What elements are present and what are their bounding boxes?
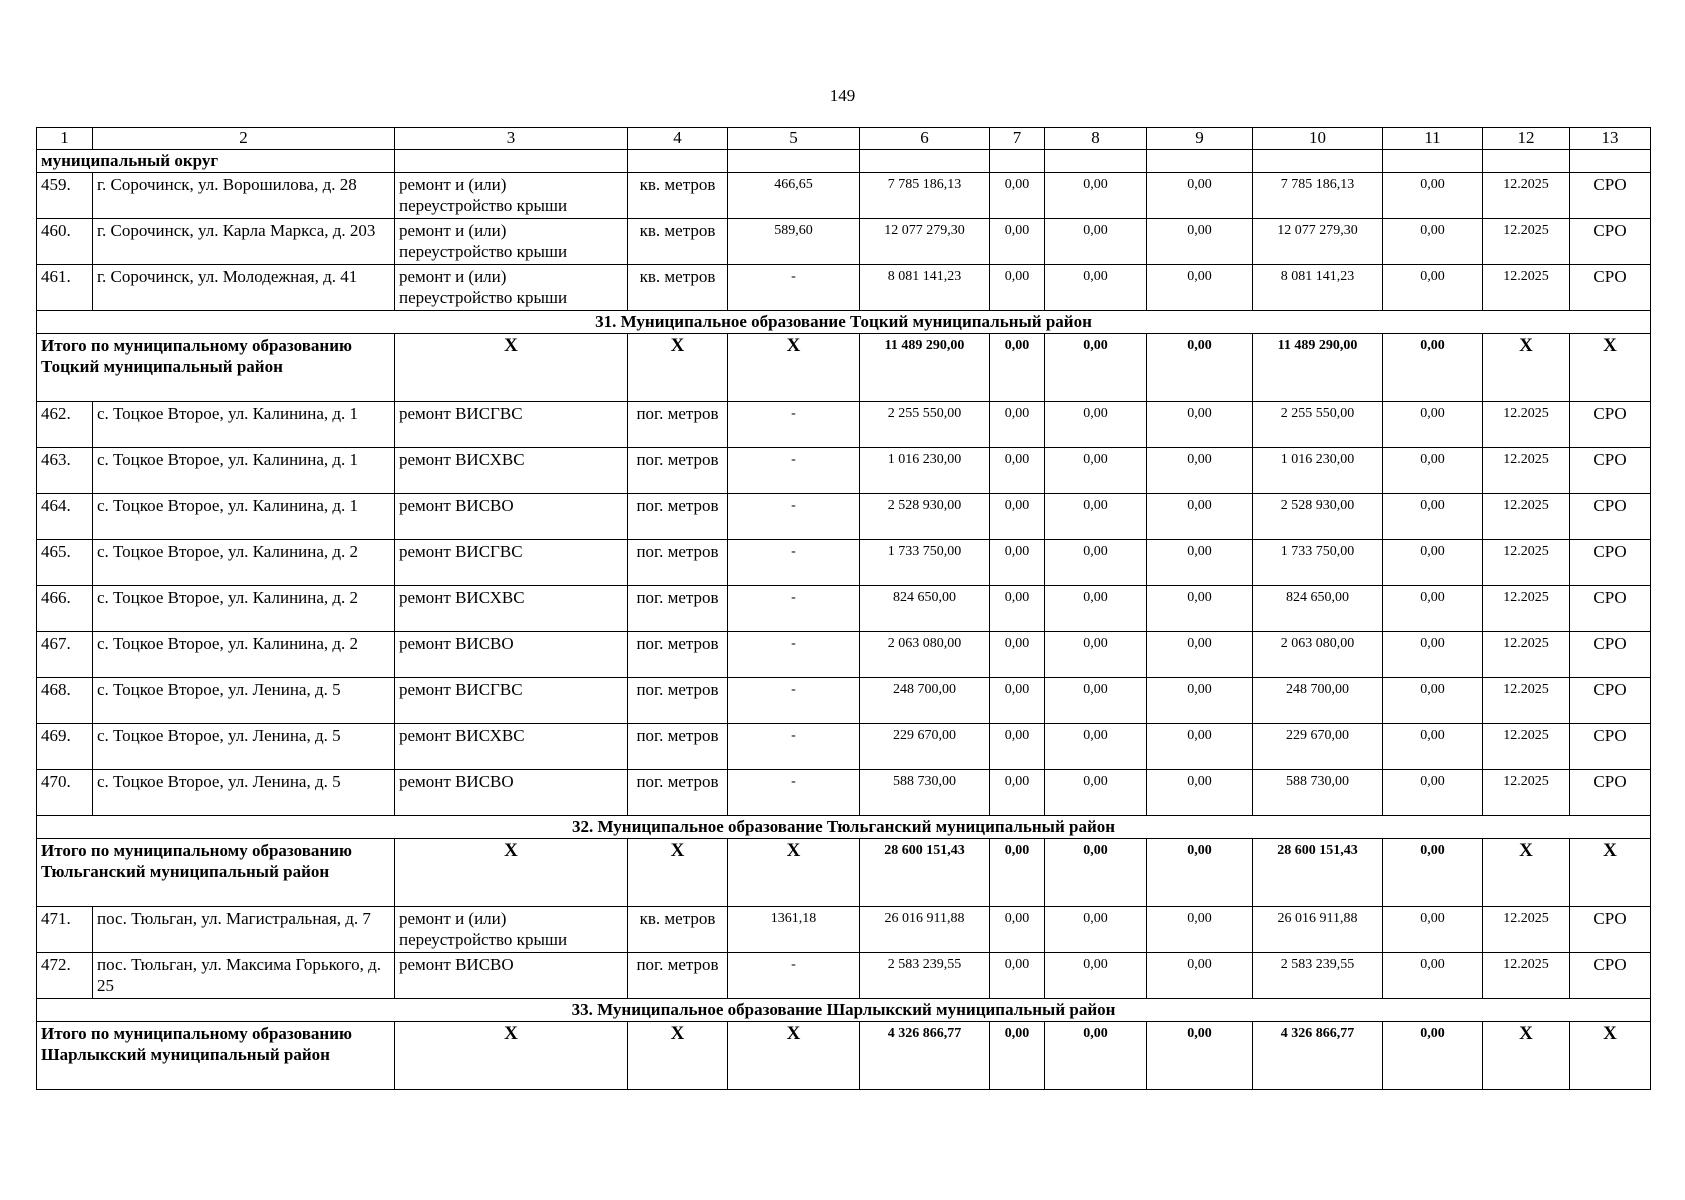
total-cost-cell: 2 255 550,00 xyxy=(860,402,990,448)
col11-cell: 0,00 xyxy=(1383,724,1483,770)
executor-cell: СРО xyxy=(1570,265,1651,311)
col11-cell: 0,00 xyxy=(1383,540,1483,586)
quantity-cell: - xyxy=(728,678,860,724)
x-mark: Х xyxy=(1483,334,1570,402)
col7-cell: 0,00 xyxy=(990,1022,1045,1090)
executor-cell: СРО xyxy=(1570,402,1651,448)
table-row xyxy=(37,632,1651,678)
total-cost-cell: 1 016 230,00 xyxy=(860,448,990,494)
date-cell: 12.2025 xyxy=(1483,219,1570,265)
unit-cell: пог. метров xyxy=(628,724,728,770)
address-cell: с. Тоцкое Второе, ул. Калинина, д. 2 xyxy=(93,632,395,678)
row-number: 467. xyxy=(37,632,93,678)
unit-cell: пог. метров xyxy=(628,402,728,448)
quantity-cell: 589,60 xyxy=(728,219,860,265)
x-mark: Х xyxy=(628,1022,728,1090)
x-mark: Х xyxy=(1570,839,1651,907)
section-title: 32. Муниципальное образование Тюльганский муниципальный район xyxy=(37,816,1651,839)
quantity-cell: - xyxy=(728,402,860,448)
row-number: 459. xyxy=(37,173,93,219)
row-number: 465. xyxy=(37,540,93,586)
work-type-cell: ремонт и (или) переустройство крыши xyxy=(395,173,628,219)
col11-cell: 0,00 xyxy=(1383,1022,1483,1090)
column-number-2: 2 xyxy=(93,128,395,150)
col10-cell: 12 077 279,30 xyxy=(1253,219,1383,265)
executor-cell: СРО xyxy=(1570,219,1651,265)
work-type-cell: ремонт и (или) переустройство крыши xyxy=(395,907,628,953)
unit-cell: кв. метров xyxy=(628,265,728,311)
quantity-cell: - xyxy=(728,953,860,999)
total-cost-cell: 229 670,00 xyxy=(860,724,990,770)
table-row xyxy=(37,770,1651,816)
col8-cell: 0,00 xyxy=(1045,770,1147,816)
col8-cell: 0,00 xyxy=(1045,540,1147,586)
col11-cell: 0,00 xyxy=(1383,839,1483,907)
col8-cell: 0,00 xyxy=(1045,1022,1147,1090)
row-number: 466. xyxy=(37,586,93,632)
x-mark: Х xyxy=(628,839,728,907)
col11-cell: 0,00 xyxy=(1383,770,1483,816)
table-row xyxy=(37,953,1651,999)
row-number: 463. xyxy=(37,448,93,494)
work-type-cell: ремонт и (или) переустройство крыши xyxy=(395,265,628,311)
table-row xyxy=(37,678,1651,724)
unit-cell: пог. метров xyxy=(628,494,728,540)
continuation-label: муниципальный округ xyxy=(37,150,395,173)
quantity-cell: 466,65 xyxy=(728,173,860,219)
address-cell: с. Тоцкое Второе, ул. Ленина, д. 5 xyxy=(93,724,395,770)
address-cell: г. Сорочинск, ул. Карла Маркса, д. 203 xyxy=(93,219,395,265)
date-cell: 12.2025 xyxy=(1483,265,1570,311)
quantity-cell: - xyxy=(728,540,860,586)
address-cell: с. Тоцкое Второе, ул. Ленина, д. 5 xyxy=(93,678,395,724)
unit-cell: кв. метров xyxy=(628,173,728,219)
date-cell: 12.2025 xyxy=(1483,632,1570,678)
col8-cell: 0,00 xyxy=(1045,334,1147,402)
col8-cell: 0,00 xyxy=(1045,724,1147,770)
row-number: 461. xyxy=(37,265,93,311)
col9-cell: 0,00 xyxy=(1147,678,1253,724)
section-total-cost: 11 489 290,00 xyxy=(860,334,990,402)
col10-cell: 248 700,00 xyxy=(1253,678,1383,724)
section-header-row xyxy=(37,311,1651,334)
table-row xyxy=(37,907,1651,953)
total-cost-cell: 2 583 239,55 xyxy=(860,953,990,999)
col11-cell: 0,00 xyxy=(1383,265,1483,311)
col9-cell: 0,00 xyxy=(1147,907,1253,953)
quantity-cell: 1361,18 xyxy=(728,907,860,953)
column-number-9: 9 xyxy=(1147,128,1253,150)
total-cost-cell: 2 063 080,00 xyxy=(860,632,990,678)
col7-cell: 0,00 xyxy=(990,953,1045,999)
quantity-cell: - xyxy=(728,494,860,540)
unit-cell: пог. метров xyxy=(628,953,728,999)
quantity-cell: - xyxy=(728,448,860,494)
total-cost-cell: 8 081 141,23 xyxy=(860,265,990,311)
executor-cell: СРО xyxy=(1570,770,1651,816)
table-row xyxy=(37,494,1651,540)
x-mark: Х xyxy=(395,839,628,907)
col11-cell: 0,00 xyxy=(1383,494,1483,540)
col10-cell: 11 489 290,00 xyxy=(1253,334,1383,402)
column-number-10: 10 xyxy=(1253,128,1383,150)
column-number-5: 5 xyxy=(728,128,860,150)
section-total-row xyxy=(37,1022,1651,1090)
col11-cell: 0,00 xyxy=(1383,907,1483,953)
address-cell: с. Тоцкое Второе, ул. Калинина, д. 2 xyxy=(93,540,395,586)
column-number-4: 4 xyxy=(628,128,728,150)
work-type-cell: ремонт ВИСХВС xyxy=(395,448,628,494)
col9-cell: 0,00 xyxy=(1147,448,1253,494)
address-cell: г. Сорочинск, ул. Молодежная, д. 41 xyxy=(93,265,395,311)
address-cell: пос. Тюльган, ул. Магистральная, д. 7 xyxy=(93,907,395,953)
section-total-cost: 28 600 151,43 xyxy=(860,839,990,907)
date-cell: 12.2025 xyxy=(1483,173,1570,219)
col9-cell: 0,00 xyxy=(1147,265,1253,311)
col7-cell: 0,00 xyxy=(990,219,1045,265)
address-cell: с. Тоцкое Второе, ул. Ленина, д. 5 xyxy=(93,770,395,816)
col7-cell: 0,00 xyxy=(990,770,1045,816)
section-total-row xyxy=(37,334,1651,402)
executor-cell: СРО xyxy=(1570,632,1651,678)
date-cell: 12.2025 xyxy=(1483,448,1570,494)
col9-cell: 0,00 xyxy=(1147,770,1253,816)
col8-cell: 0,00 xyxy=(1045,219,1147,265)
unit-cell: пог. метров xyxy=(628,770,728,816)
total-cost-cell: 26 016 911,88 xyxy=(860,907,990,953)
col8-cell: 0,00 xyxy=(1045,494,1147,540)
total-cost-cell: 7 785 186,13 xyxy=(860,173,990,219)
col10-cell: 28 600 151,43 xyxy=(1253,839,1383,907)
table-row xyxy=(37,265,1651,311)
x-mark: Х xyxy=(1483,1022,1570,1090)
section-title: 33. Муниципальное образование Шарлыкский муниципальный район xyxy=(37,999,1651,1022)
col8-cell: 0,00 xyxy=(1045,173,1147,219)
col10-cell: 2 255 550,00 xyxy=(1253,402,1383,448)
unit-cell: кв. метров xyxy=(628,907,728,953)
date-cell: 12.2025 xyxy=(1483,402,1570,448)
col9-cell: 0,00 xyxy=(1147,586,1253,632)
col7-cell: 0,00 xyxy=(990,402,1045,448)
work-type-cell: ремонт ВИСХВС xyxy=(395,586,628,632)
col11-cell: 0,00 xyxy=(1383,448,1483,494)
col11-cell: 0,00 xyxy=(1383,219,1483,265)
row-number: 472. xyxy=(37,953,93,999)
row-number: 464. xyxy=(37,494,93,540)
total-cost-cell: 1 733 750,00 xyxy=(860,540,990,586)
section-total-label: Итого по муниципальному образованию Шарлыкский муниципальный район xyxy=(37,1022,395,1090)
col9-cell: 0,00 xyxy=(1147,173,1253,219)
section-total-row xyxy=(37,839,1651,907)
table-row xyxy=(37,402,1651,448)
work-type-cell: ремонт ВИСВО xyxy=(395,632,628,678)
x-mark: Х xyxy=(728,334,860,402)
row-number: 470. xyxy=(37,770,93,816)
total-cost-cell: 824 650,00 xyxy=(860,586,990,632)
table-row xyxy=(37,586,1651,632)
col10-cell: 229 670,00 xyxy=(1253,724,1383,770)
col10-cell: 824 650,00 xyxy=(1253,586,1383,632)
col7-cell: 0,00 xyxy=(990,724,1045,770)
work-type-cell: ремонт ВИСГВС xyxy=(395,540,628,586)
x-mark: Х xyxy=(1570,1022,1651,1090)
table-row xyxy=(37,448,1651,494)
date-cell: 12.2025 xyxy=(1483,586,1570,632)
col7-cell: 0,00 xyxy=(990,586,1045,632)
col8-cell: 0,00 xyxy=(1045,265,1147,311)
col10-cell: 1 733 750,00 xyxy=(1253,540,1383,586)
section-header-row xyxy=(37,816,1651,839)
row-number: 460. xyxy=(37,219,93,265)
section-total-cost: 4 326 866,77 xyxy=(860,1022,990,1090)
date-cell: 12.2025 xyxy=(1483,907,1570,953)
col11-cell: 0,00 xyxy=(1383,402,1483,448)
continuation-row xyxy=(37,150,1651,173)
col10-cell: 2 583 239,55 xyxy=(1253,953,1383,999)
col10-cell: 1 016 230,00 xyxy=(1253,448,1383,494)
column-number-12: 12 xyxy=(1483,128,1570,150)
date-cell: 12.2025 xyxy=(1483,953,1570,999)
x-mark: Х xyxy=(728,1022,860,1090)
executor-cell: СРО xyxy=(1570,678,1651,724)
col8-cell: 0,00 xyxy=(1045,632,1147,678)
table-row xyxy=(37,540,1651,586)
executor-cell: СРО xyxy=(1570,907,1651,953)
unit-cell: пог. метров xyxy=(628,448,728,494)
total-cost-cell: 588 730,00 xyxy=(860,770,990,816)
work-type-cell: ремонт ВИСВО xyxy=(395,770,628,816)
col11-cell: 0,00 xyxy=(1383,632,1483,678)
date-cell: 12.2025 xyxy=(1483,724,1570,770)
col9-cell: 0,00 xyxy=(1147,839,1253,907)
section-total-label: Итого по муниципальному образованию Тюльганский муниципальный район xyxy=(37,839,395,907)
work-type-cell: ремонт ВИСХВС xyxy=(395,724,628,770)
address-cell: пос. Тюльган, ул. Максима Горького, д. 25 xyxy=(93,953,395,999)
total-cost-cell: 2 528 930,00 xyxy=(860,494,990,540)
x-mark: Х xyxy=(1570,334,1651,402)
col11-cell: 0,00 xyxy=(1383,586,1483,632)
address-cell: с. Тоцкое Второе, ул. Калинина, д. 1 xyxy=(93,494,395,540)
col7-cell: 0,00 xyxy=(990,839,1045,907)
col8-cell: 0,00 xyxy=(1045,402,1147,448)
table-row xyxy=(37,724,1651,770)
page-number: 149 xyxy=(829,86,856,105)
column-number-11: 11 xyxy=(1383,128,1483,150)
capital-repair-table xyxy=(36,127,1651,1090)
col9-cell: 0,00 xyxy=(1147,953,1253,999)
col8-cell: 0,00 xyxy=(1045,907,1147,953)
col7-cell: 0,00 xyxy=(990,678,1045,724)
executor-cell: СРО xyxy=(1570,586,1651,632)
row-number: 468. xyxy=(37,678,93,724)
unit-cell: кв. метров xyxy=(628,219,728,265)
col10-cell: 4 326 866,77 xyxy=(1253,1022,1383,1090)
date-cell: 12.2025 xyxy=(1483,678,1570,724)
x-mark: Х xyxy=(395,1022,628,1090)
table-row xyxy=(37,219,1651,265)
col11-cell: 0,00 xyxy=(1383,678,1483,724)
col9-cell: 0,00 xyxy=(1147,540,1253,586)
work-type-cell: ремонт ВИСГВС xyxy=(395,678,628,724)
quantity-cell: - xyxy=(728,770,860,816)
executor-cell: СРО xyxy=(1570,448,1651,494)
x-mark: Х xyxy=(1483,839,1570,907)
col8-cell: 0,00 xyxy=(1045,953,1147,999)
work-type-cell: ремонт ВИСГВС xyxy=(395,402,628,448)
col9-cell: 0,00 xyxy=(1147,724,1253,770)
col7-cell: 0,00 xyxy=(990,632,1045,678)
unit-cell: пог. метров xyxy=(628,632,728,678)
col7-cell: 0,00 xyxy=(990,265,1045,311)
col8-cell: 0,00 xyxy=(1045,678,1147,724)
col10-cell: 8 081 141,23 xyxy=(1253,265,1383,311)
address-cell: с. Тоцкое Второе, ул. Калинина, д. 1 xyxy=(93,402,395,448)
col11-cell: 0,00 xyxy=(1383,334,1483,402)
col10-cell: 2 063 080,00 xyxy=(1253,632,1383,678)
column-number-row xyxy=(37,128,1651,150)
col7-cell: 0,00 xyxy=(990,540,1045,586)
col11-cell: 0,00 xyxy=(1383,953,1483,999)
address-cell: с. Тоцкое Второе, ул. Калинина, д. 2 xyxy=(93,586,395,632)
col11-cell: 0,00 xyxy=(1383,173,1483,219)
col7-cell: 0,00 xyxy=(990,494,1045,540)
executor-cell: СРО xyxy=(1570,540,1651,586)
column-number-7: 7 xyxy=(990,128,1045,150)
col10-cell: 26 016 911,88 xyxy=(1253,907,1383,953)
executor-cell: СРО xyxy=(1570,173,1651,219)
address-cell: г. Сорочинск, ул. Ворошилова, д. 28 xyxy=(93,173,395,219)
x-mark: Х xyxy=(728,839,860,907)
quantity-cell: - xyxy=(728,265,860,311)
date-cell: 12.2025 xyxy=(1483,770,1570,816)
address-cell: с. Тоцкое Второе, ул. Калинина, д. 1 xyxy=(93,448,395,494)
quantity-cell: - xyxy=(728,724,860,770)
col10-cell: 7 785 186,13 xyxy=(1253,173,1383,219)
total-cost-cell: 248 700,00 xyxy=(860,678,990,724)
row-number: 469. xyxy=(37,724,93,770)
x-mark: Х xyxy=(395,334,628,402)
col8-cell: 0,00 xyxy=(1045,839,1147,907)
col9-cell: 0,00 xyxy=(1147,219,1253,265)
col9-cell: 0,00 xyxy=(1147,402,1253,448)
column-number-13: 13 xyxy=(1570,128,1651,150)
col7-cell: 0,00 xyxy=(990,173,1045,219)
section-header-row xyxy=(37,999,1651,1022)
col10-cell: 588 730,00 xyxy=(1253,770,1383,816)
col8-cell: 0,00 xyxy=(1045,448,1147,494)
col9-cell: 0,00 xyxy=(1147,334,1253,402)
unit-cell: пог. метров xyxy=(628,586,728,632)
col9-cell: 0,00 xyxy=(1147,632,1253,678)
col7-cell: 0,00 xyxy=(990,334,1045,402)
col7-cell: 0,00 xyxy=(990,907,1045,953)
col7-cell: 0,00 xyxy=(990,448,1045,494)
date-cell: 12.2025 xyxy=(1483,540,1570,586)
total-cost-cell: 12 077 279,30 xyxy=(860,219,990,265)
column-number-3: 3 xyxy=(395,128,628,150)
column-number-8: 8 xyxy=(1045,128,1147,150)
section-total-label: Итого по муниципальному образованию Тоцкий муниципальный район xyxy=(37,334,395,402)
unit-cell: пог. метров xyxy=(628,540,728,586)
column-number-1: 1 xyxy=(37,128,93,150)
executor-cell: СРО xyxy=(1570,724,1651,770)
row-number: 471. xyxy=(37,907,93,953)
date-cell: 12.2025 xyxy=(1483,494,1570,540)
col10-cell: 2 528 930,00 xyxy=(1253,494,1383,540)
executor-cell: СРО xyxy=(1570,953,1651,999)
row-number: 462. xyxy=(37,402,93,448)
x-mark: Х xyxy=(628,334,728,402)
work-type-cell: ремонт и (или) переустройство крыши xyxy=(395,219,628,265)
unit-cell: пог. метров xyxy=(628,678,728,724)
col9-cell: 0,00 xyxy=(1147,494,1253,540)
col8-cell: 0,00 xyxy=(1045,586,1147,632)
work-type-cell: ремонт ВИСВО xyxy=(395,494,628,540)
section-title: 31. Муниципальное образование Тоцкий муниципальный район xyxy=(37,311,1651,334)
col9-cell: 0,00 xyxy=(1147,1022,1253,1090)
table-row xyxy=(37,173,1651,219)
quantity-cell: - xyxy=(728,586,860,632)
quantity-cell: - xyxy=(728,632,860,678)
work-type-cell: ремонт ВИСВО xyxy=(395,953,628,999)
column-number-6: 6 xyxy=(860,128,990,150)
executor-cell: СРО xyxy=(1570,494,1651,540)
